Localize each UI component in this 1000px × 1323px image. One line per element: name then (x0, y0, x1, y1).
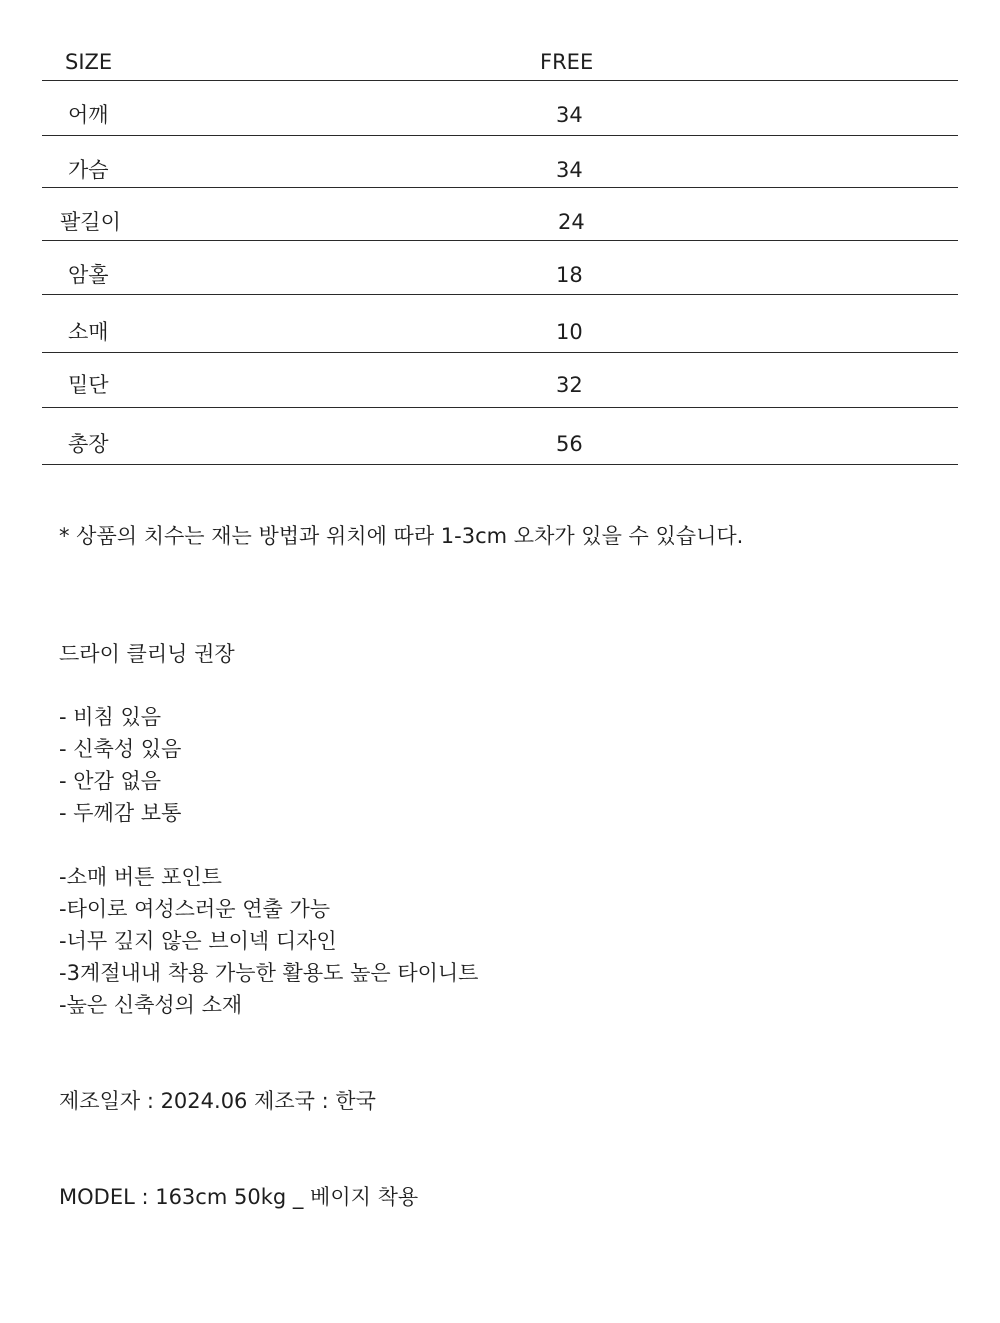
fabric-properties (59, 701, 181, 829)
row-value-hem: 32 (556, 373, 583, 397)
list-item: -3계절내내 착용 가능한 활용도 높은 타이니트 (59, 961, 479, 985)
table-row (42, 241, 958, 295)
list-item: -소매 버튼 포인트 (59, 865, 222, 889)
list-item: - 비침 있음 (59, 705, 162, 729)
list-item: -너무 깊지 않은 브이넥 디자인 (59, 929, 337, 953)
row-label-cuff: 소매 (68, 320, 109, 344)
care-instruction: 드라이 클리닝 권장 (59, 642, 235, 666)
manufacture-info: 제조일자 : 2024.06 제조국 : 한국 (59, 1089, 376, 1113)
row-label-shoulder: 어깨 (68, 103, 109, 127)
size-header-value: FREE (540, 50, 594, 74)
row-label-total-length: 총장 (68, 432, 109, 456)
row-label-hem: 밑단 (68, 373, 109, 397)
measurement-note: * 상품의 치수는 재는 방법과 위치에 따라 1-3cm 오차가 있을 수 있습니다. (59, 524, 744, 548)
table-row (42, 81, 958, 136)
size-table-header (42, 40, 958, 81)
table-row (42, 295, 958, 353)
size-header-label: SIZE (65, 50, 113, 74)
list-item: -타이로 여성스러운 연출 가능 (59, 897, 331, 921)
row-label-armhole: 암홀 (68, 263, 109, 287)
row-value-armhole: 18 (556, 263, 583, 287)
list-item: - 신축성 있음 (59, 737, 182, 761)
row-value-chest: 34 (556, 158, 583, 182)
row-label-chest: 가슴 (68, 158, 109, 182)
list-item: -높은 신축성의 소재 (59, 993, 243, 1017)
size-table (42, 40, 958, 465)
table-row (42, 188, 958, 241)
list-item: - 안감 없음 (59, 769, 162, 793)
model-info: MODEL : 163cm 50kg _ 베이지 착용 (59, 1185, 419, 1209)
table-row (42, 353, 958, 408)
row-value-cuff: 10 (556, 320, 583, 344)
row-value-shoulder: 34 (556, 103, 583, 127)
row-value-sleeve-length: 24 (558, 210, 585, 234)
product-points (59, 861, 478, 1021)
table-row (42, 136, 958, 188)
list-item: - 두께감 보통 (59, 801, 182, 825)
table-row (42, 408, 958, 465)
row-label-sleeve-length: 팔길이 (60, 210, 121, 234)
row-value-total-length: 56 (556, 432, 583, 456)
